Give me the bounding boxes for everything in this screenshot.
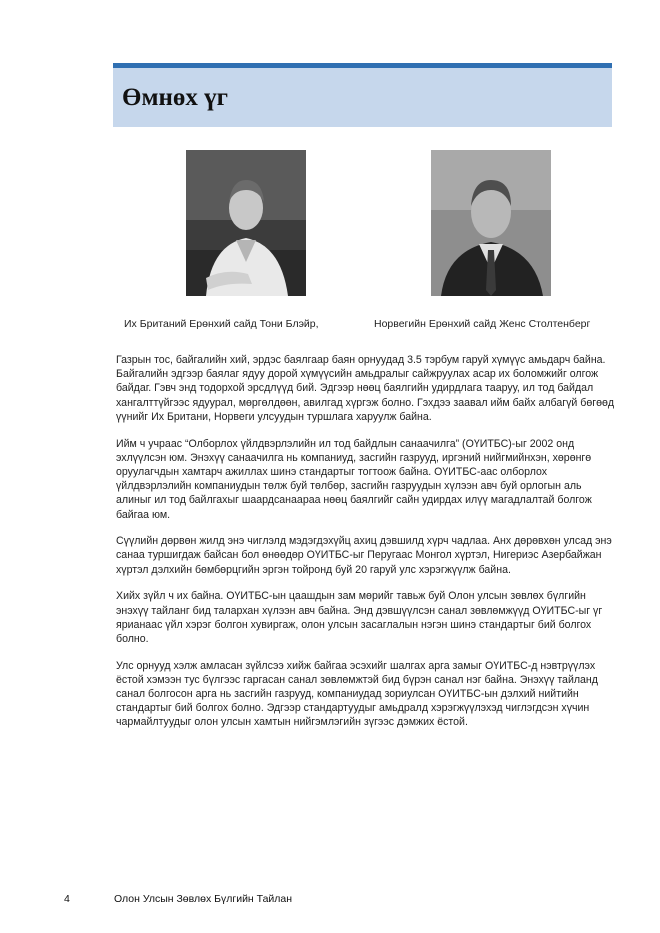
paragraph: Газрын тос, байгалийн хий, эрдэс баялгаар баян орнуудад 3.5 тэрбум гаруй хүмүүс амьдарч байна. Байгалийн эдгээр баялаг ядуу дорой хүмүүсийн амьдралыг сайжруулах асар их боломжийг олгож байдаг. Гэвч энд тодорхой эрсдлүүд бий. Эдгээр нөөц баялгийн удирдлага тааруу, ил тод байдал хангалттүйгээс ядуурал, мөргөлдөөн, авилгад хүргэж болно. Гэхдээ заавал ийм байх албагүй бөгөөд үүнийг Их Британи, Норвеги улсуудын туршлага харуулж байна.: [116, 354, 615, 423]
photo-caption-right: Норвегийн Ерөнхий сайд Женс Столтенберг: [374, 318, 591, 330]
paragraph: Сүүлийн дөрвөн жилд энэ чиглэлд мэдэгдэхүйц ахиц дэвшилд хүрч чадлаа. Анх дөрөвхөн улсад энэ санаа туршигдаж байсан бол өнөөдөр ОҮИТБС-ыг Перугаас Монгол хүртэл, Нигериэс Азербайжан хүртэл дэлхийн бөмбөрцгийн эргэн тойронд буй 20 гаруй улс хэрэгжүүлж байна.: [116, 535, 612, 576]
paragraph: Ийм ч учраас “Олборлох үйлдвэрлэлийн ил тод байдлын санаачилга” (ОҮИТБС)-ыг 2002 онд эхлүүлсэн юм. Энэхүү санаачилга нь компаниуд, засгийн газрууд, иргэний нийгмийнхэн, хөрөнгө оруулагчдын хамтарч ажиллах шинэ стандартыг тогтоож байна. ОҮИТБС-аас олборлох үйлдвэрлэлийн компаниудын төлж буй төлбөр, засгийн газруудын хүлээн авч буй орлогын аль алиныг ил тод байлгахыг шаардсанаараа нөөц баялгийг сайн удирдах илүү магадлалтай болгож байгаа юм.: [116, 437, 592, 521]
photo-caption-left: Их Британий Ерөнхий сайд Тони Блэйр,: [124, 318, 319, 330]
portrait-photo-left: [186, 150, 306, 296]
page-number: 4: [64, 893, 70, 905]
page-title: Өмнөх үг: [122, 84, 228, 111]
body-text: [116, 353, 616, 742]
paragraph: Улс орнууд хэлж амласан зүйлсээ хийж байгаа эсэхийг шалгах арга замыг ОҮИТБС-д нэвтрүүлэх ёстой хэмээн тус бүлгээс гаргасан санал зөвлөмжтэй бид бүрэн санал нэг байна. Энэхүү тайланд санал болгосон арга нь засгийн газрууд, компаниудад зориулсан ОҮИТБС-ын дэлхий нийтийн стандартыг бий болгох болно. Эдгээр стандартуудыг амьдралд хэрэгжүүлэхэд чиглэгдсэн хүчин чармайлтуудыг олон улсын хамтын нийгэмлэгийн зүгээс дэмжих ёстой.: [116, 659, 598, 729]
paragraph: Хийх зүйл ч их байна. ОҮИТБС-ын цаашдын зам мөрийг тавьж буй Олон улсын зөвлөх бүлгийн энэхүү тайланг бид талархан хүлээн авч байна. Энд дэвшүүлсэн санал зөвлөмжүүд ОҮИТБС-ыг үг ярианаас үйл хэрэг болгон хувиргаж, олон улсын засаглалын нэгэн шинэ стандартыг бий болгох болно.: [116, 590, 603, 645]
footer-report-title: Олон Улсын Зөвлөх Бүлгийн Тайлан: [114, 893, 293, 905]
portrait-photo-right: [431, 150, 551, 296]
header-band: [113, 63, 612, 127]
